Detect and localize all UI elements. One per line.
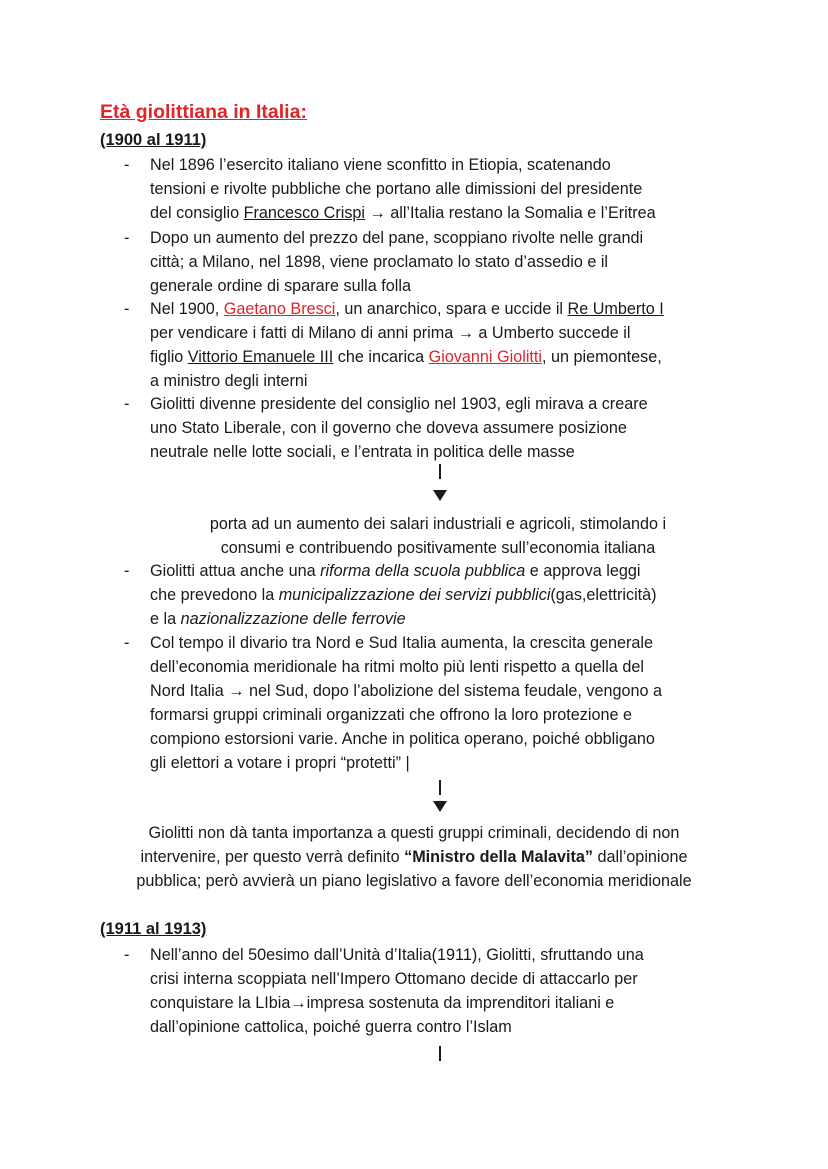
bullet-item-pane xyxy=(124,226,728,298)
quote-ministro-malavita: “Ministro della Malavita” xyxy=(404,848,594,866)
bullet-item-bresci xyxy=(124,297,728,393)
section-heading-1911-1913: (1911 al 1913) xyxy=(100,920,207,938)
bullet-text: Giolitti attua anche una riforma della scuola pubblica e approva leggi che prevedono la municipalizzazione dei servizi pubblici(gas,elettricità) e la nazionalizzazione delle ferrovie xyxy=(150,562,657,628)
bullet-item-etiopia xyxy=(124,153,728,225)
bullet-dash: - xyxy=(124,562,130,580)
bullet-text: Dopo un aumento del prezzo del pane, scoppiano rivolte nelle grandi città; a Milano, nel 1898, viene proclamato lo stato d’assedio e il generale ordine di sparare sulla folla xyxy=(150,229,644,295)
down-arrow-icon xyxy=(433,801,447,812)
down-arrow-stem xyxy=(439,1046,441,1061)
bullet-text: Nel 1896 l’esercito italiano viene sconfitto in Etiopia, scatenando tensioni e rivolte pubbliche che portano alle dimissioni del presidente del consiglio Francesco Crispi → all’Italia restano la Somalia e l’Eritrea xyxy=(150,156,656,222)
bullet-dash: - xyxy=(124,300,130,318)
bullet-text: Giolitti divenne presidente del consiglio nel 1903, egli mirava a creare uno Stato Liberale, con il governo che doveva assumere posizione neutrale nelle lotte sociali, e l’entrata in politica delle masse xyxy=(150,395,648,461)
page-title: Età giolittiana in Italia: xyxy=(100,101,307,123)
bullet-dash: - xyxy=(124,946,130,964)
bullet-text: Col tempo il divario tra Nord e Sud Italia aumenta, la crescita generale dell’economia meridionale ha ritmi molto più lenti rispetto a quella del Nord Italia → nel Sud, dopo l’abolizione del sistema feudale, vengono a formarsi gruppi criminali organizzati che offrono la loro protezione e compiono estorsioni varie. Anche in politica operano, poiché obbligano gli elettori a votare i propri “protetti” | xyxy=(150,634,663,772)
bullet-dash: - xyxy=(124,395,130,413)
consequence-text-malavita: Giolitti non dà tanta importanza a questi gruppi criminali, decidendo di non intervenire, per questo verrà definito “Ministro della Malavita” dall’opinione pubblica; però avvierà un piano legislativo a favore dell’economia meridionale xyxy=(136,824,692,890)
bullet-dash: - xyxy=(124,634,130,652)
down-arrow-stem xyxy=(439,464,441,479)
bullet-text: Nel 1900, Gaetano Bresci, un anarchico, spara e uccide il Re Umberto I per vendicare i fatti di Milano di anni prima → a Umberto succede il figlio Vittorio Emanuele III che incarica Giovanni Giolitti, un piemontese, a ministro degli interni xyxy=(150,300,664,390)
bullet-item-riforme xyxy=(124,559,728,631)
bullet-dash: - xyxy=(124,156,130,174)
section-heading-1900-1911: (1900 al 1911) xyxy=(100,131,207,149)
bullet-item-divario xyxy=(124,631,728,775)
bullet-item-libia xyxy=(124,943,728,1039)
bullet-item-stato-liberale xyxy=(124,392,728,464)
link-gaetano-bresci[interactable]: Gaetano Bresci xyxy=(223,300,336,318)
bullet-text: Nell’anno del 50esimo dall’Unità d’Italia(1911), Giolitti, sfruttando una crisi interna scoppiata nell’Impero Ottomano decide di attaccarlo per conquistare la LIbia→impresa sostenuta da imprenditori italiani e dall’opinione cattolica, poiché guerra contro l’Islam xyxy=(150,946,644,1036)
down-arrow-icon xyxy=(433,490,447,501)
link-francesco-crispi[interactable]: Francesco Crispi xyxy=(243,204,366,222)
link-re-umberto[interactable]: Re Umberto I xyxy=(567,300,664,318)
down-arrow-stem xyxy=(439,780,441,795)
link-giovanni-giolitti[interactable]: Giovanni Giolitti xyxy=(428,348,543,366)
consequence-text-salari: porta ad un aumento dei salari industriali e agricoli, stimolando i consumi e contribuendo positivamente sull’economia italiana xyxy=(209,515,667,557)
bullet-dash: - xyxy=(124,229,130,247)
link-vittorio-emanuele[interactable]: Vittorio Emanuele III xyxy=(187,348,334,366)
